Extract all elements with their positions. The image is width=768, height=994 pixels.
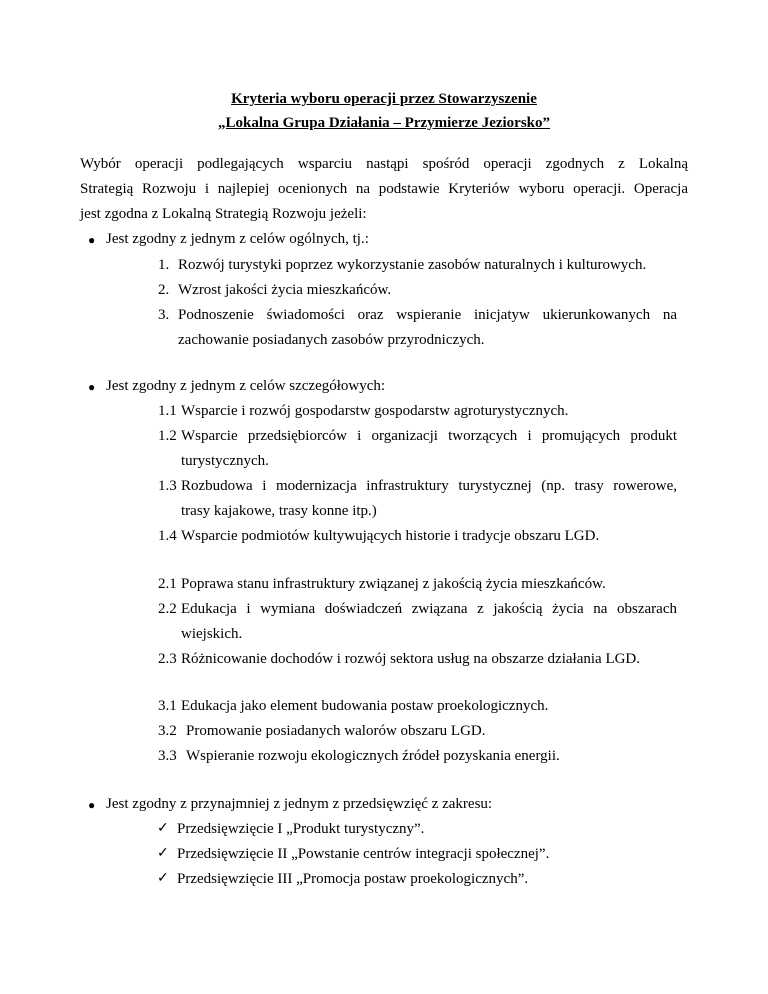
item-number: 3.1 [158,698,177,714]
item-number: 2.3 [158,651,177,667]
intro-line: Strategią Rozwoju i najlepiej ocenionych na podstawie Kryteriów wyboru operacji. Operacja [80,181,688,197]
item-text: Wspieranie rozwoju ekologicznych źródeł pozyskania energii. [186,748,560,764]
item-text: Wzrost jakości życia mieszkańców. [178,282,392,298]
item-number: 2.1 [158,576,177,592]
bullet-icon: ● [88,798,96,812]
item-text: Rozwój turystyki poprzez wykorzystanie zasobów naturalnych i kulturowych. [178,257,647,273]
item-text: Poprawa stanu infrastruktury związanej z jakością życia mieszkańców. [181,576,606,592]
section2-bullet: Jest zgodny z jednym z celów szczegółowych: [106,378,386,394]
bullet-icon: ● [88,233,96,247]
section1-bullet: Jest zgodny z jednym z celów ogólnych, tj.: [106,231,369,247]
checkmark-icon: ✓ [157,871,169,886]
item-text: Wsparcie podmiotów kultywujących historie i tradycje obszaru LGD. [181,528,600,544]
item-text: Różnicowanie dochodów i rozwój sektora usług na obszarze działania LGD. [181,651,641,667]
section3-bullet: Jest zgodny z przynajmniej z jednym z przedsięwzięć z zakresu: [106,796,493,812]
checkmark-icon: ✓ [157,846,169,861]
item-number: 2. [158,282,170,298]
check-item: Przedsięwzięcie I „Produkt turystyczny”. [177,821,425,837]
item-text: trasy kajakowe, trasy konne itp.) [181,503,377,519]
item-text: Podnoszenie świadomości oraz wspieranie inicjatyw ukierunkowanych na [178,307,677,323]
intro-line: Wybór operacji podlegających wsparciu nastąpi spośród operacji zgodnych z Lokalną [80,156,688,172]
item-text: turystycznych. [181,453,269,469]
item-number: 1.2 [158,428,177,444]
item-text: Wsparcie i rozwój gospodarstw gospodarstw agroturystycznych. [181,403,569,419]
item-number: 1.1 [158,403,177,419]
item-text: Edukacja i wymiana doświadczeń związana z jakością życia na obszarach [181,601,677,617]
item-number: 3.2 [158,723,177,739]
checkmark-icon: ✓ [157,821,169,836]
item-number: 3. [158,307,170,323]
bullet-icon: ● [88,380,96,394]
item-number: 3.3 [158,748,177,764]
item-text: wiejskich. [181,626,243,642]
item-number: 1.3 [158,478,177,494]
item-text: Promowanie posiadanych walorów obszaru LGD. [186,723,486,739]
item-number: 1.4 [158,528,177,544]
item-number: 1. [158,257,170,273]
item-text: Edukacja jako element budowania postaw proekologicznych. [181,698,549,714]
item-number: 2.2 [158,601,177,617]
document-title-line1: Kryteria wyboru operacji przez Stowarzyszenie [231,91,537,107]
check-item: Przedsięwzięcie II „Powstanie centrów integracji społecznej”. [177,846,550,862]
item-text: Wsparcie przedsiębiorców i organizacji tworzących i promujących produkt [181,428,677,444]
check-item: Przedsięwzięcie III „Promocja postaw proekologicznych”. [177,871,529,887]
item-text: Rozbudowa i modernizacja infrastruktury turystycznej (np. trasy rowerowe, [181,478,677,494]
intro-paragraph [80,152,688,227]
document-title-line2: „Lokalna Grupa Działania – Przymierze Jeziorsko” [217,115,551,131]
intro-line: jest zgodna z Lokalną Strategią Rozwoju jeżeli: [80,206,367,222]
item-text: zachowanie posiadanych zasobów przyrodniczych. [178,332,485,348]
